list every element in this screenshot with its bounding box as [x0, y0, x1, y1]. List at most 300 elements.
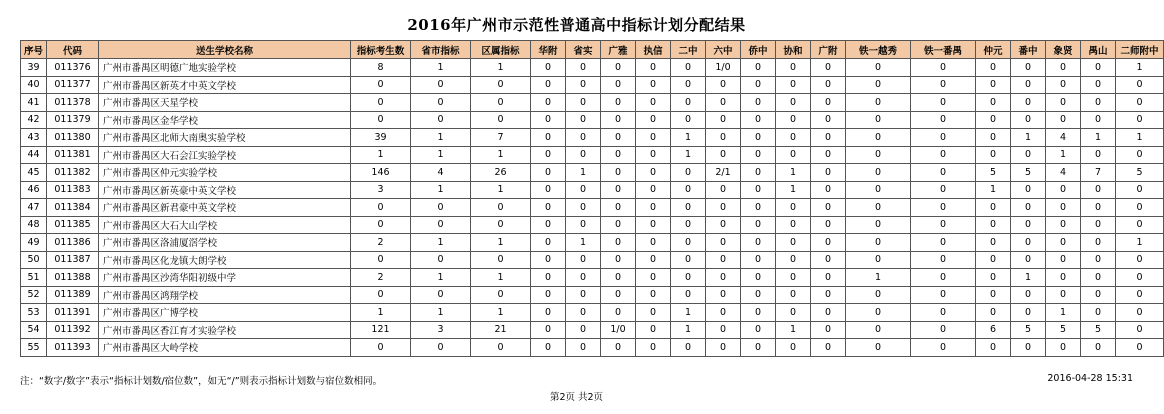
table-cell: 2 [351, 234, 411, 252]
table-cell: 0 [531, 251, 566, 269]
table-cell: 0 [741, 321, 776, 339]
table-cell: 0 [811, 59, 846, 77]
table-cell: 0 [706, 199, 741, 217]
table-cell: 0 [566, 129, 601, 147]
table-row [21, 251, 1164, 269]
table-cell: 46 [21, 181, 47, 199]
table-cell: 0 [811, 111, 846, 129]
table-cell: 2 [351, 269, 411, 287]
table-cell: 1 [776, 164, 811, 182]
table-cell: 0 [566, 251, 601, 269]
table-cell: 011385 [47, 216, 99, 234]
table-cell: 0 [1081, 181, 1116, 199]
table-cell: 0 [1011, 76, 1046, 94]
table-cell: 1 [471, 59, 531, 77]
table-cell: 0 [601, 76, 636, 94]
table-cell: 0 [1081, 216, 1116, 234]
school-name-cell: 广州市番禺区化龙镇大朗学校 [99, 251, 351, 269]
table-cell: 54 [21, 321, 47, 339]
table-cell: 0 [566, 111, 601, 129]
table-cell: 0 [741, 129, 776, 147]
table-cell: 1 [351, 304, 411, 322]
table-cell: 0 [566, 199, 601, 217]
table-cell: 0 [351, 251, 411, 269]
table-cell: 0 [911, 59, 976, 77]
table-cell: 0 [601, 234, 636, 252]
table-cell: 0 [411, 216, 471, 234]
table-cell: 0 [976, 94, 1011, 112]
table-cell: 0 [911, 181, 976, 199]
table-cell: 0 [351, 199, 411, 217]
table-cell: 0 [776, 216, 811, 234]
table-cell: 0 [601, 339, 636, 357]
column-header: 象贤 [1046, 41, 1081, 59]
table-cell: 0 [471, 216, 531, 234]
table-cell: 0 [1011, 251, 1046, 269]
school-name-cell: 广州市番禺区鸿翔学校 [99, 286, 351, 304]
table-cell: 0 [811, 164, 846, 182]
table-cell: 45 [21, 164, 47, 182]
table-cell: 1 [671, 146, 706, 164]
table-row [21, 304, 1164, 322]
table-cell: 0 [846, 251, 911, 269]
table-cell: 0 [776, 304, 811, 322]
column-header: 侨中 [741, 41, 776, 59]
table-cell: 0 [636, 251, 671, 269]
table-row [21, 234, 1164, 252]
table-cell: 1 [1011, 269, 1046, 287]
table-cell: 0 [706, 94, 741, 112]
table-cell: 53 [21, 304, 47, 322]
table-cell: 0 [706, 146, 741, 164]
table-cell: 0 [1046, 251, 1081, 269]
table-cell: 0 [1011, 199, 1046, 217]
table-cell: 0 [566, 269, 601, 287]
table-cell: 0 [411, 76, 471, 94]
table-cell: 0 [811, 216, 846, 234]
table-cell: 0 [741, 251, 776, 269]
table-cell: 8 [351, 59, 411, 77]
table-cell: 1 [1081, 129, 1116, 147]
table-cell: 1 [411, 129, 471, 147]
table-row [21, 339, 1164, 357]
table-cell: 0 [671, 199, 706, 217]
table-cell: 0 [671, 251, 706, 269]
table-cell: 0 [811, 251, 846, 269]
table-cell: 0 [566, 59, 601, 77]
table-cell: 0 [1116, 111, 1164, 129]
column-header: 二中 [671, 41, 706, 59]
table-cell: 0 [811, 304, 846, 322]
column-header: 协和 [776, 41, 811, 59]
table-cell: 011384 [47, 199, 99, 217]
table-cell: 0 [741, 304, 776, 322]
table-cell: 0 [1046, 111, 1081, 129]
table-cell: 0 [531, 129, 566, 147]
table-cell: 011376 [47, 59, 99, 77]
table-cell: 0 [636, 146, 671, 164]
table-cell: 0 [636, 164, 671, 182]
table-cell: 0 [1116, 251, 1164, 269]
table-cell: 5 [1046, 321, 1081, 339]
table-cell: 44 [21, 146, 47, 164]
table-cell: 0 [811, 199, 846, 217]
table-cell: 0 [1011, 339, 1046, 357]
table-cell: 55 [21, 339, 47, 357]
table-cell: 0 [471, 111, 531, 129]
table-row [21, 76, 1164, 94]
table-cell: 0 [911, 321, 976, 339]
table-cell: 0 [976, 59, 1011, 77]
table-cell: 0 [706, 129, 741, 147]
column-header: 代码 [47, 41, 99, 59]
table-cell: 0 [566, 76, 601, 94]
table-cell: 0 [706, 234, 741, 252]
table-cell: 0 [741, 216, 776, 234]
table-cell: 0 [671, 59, 706, 77]
header-row [21, 41, 1164, 59]
table-cell: 0 [976, 251, 1011, 269]
table-cell: 0 [636, 111, 671, 129]
table-cell: 0 [846, 94, 911, 112]
table-cell: 51 [21, 269, 47, 287]
table-cell: 0 [1116, 339, 1164, 357]
table-cell: 0 [601, 164, 636, 182]
table-cell: 0 [1116, 146, 1164, 164]
table-cell: 21 [471, 321, 531, 339]
school-name-cell: 广州市番禺区沙湾华阳初级中学 [99, 269, 351, 287]
table-cell: 0 [531, 164, 566, 182]
table-cell: 0 [1046, 234, 1081, 252]
school-name-cell: 广州市番禺区明德广地实验学校 [99, 59, 351, 77]
table-cell: 0 [1046, 216, 1081, 234]
table-cell: 0 [776, 199, 811, 217]
table-cell: 0 [706, 76, 741, 94]
table-cell: 0 [471, 94, 531, 112]
table-cell: 0 [531, 199, 566, 217]
school-name-cell: 广州市番禺区大岭学校 [99, 339, 351, 357]
table-cell: 0 [1046, 94, 1081, 112]
table-cell: 1 [976, 181, 1011, 199]
table-cell: 0 [741, 269, 776, 287]
table-cell: 1 [671, 129, 706, 147]
table-cell: 0 [566, 304, 601, 322]
table-cell: 39 [351, 129, 411, 147]
table-cell: 5 [976, 164, 1011, 182]
column-header: 序号 [21, 41, 47, 59]
table-cell: 0 [741, 146, 776, 164]
table-cell: 0 [846, 234, 911, 252]
table-cell: 0 [531, 304, 566, 322]
table-cell: 0 [911, 76, 976, 94]
school-name-cell: 广州市番禺区香江育才实验学校 [99, 321, 351, 339]
table-cell: 121 [351, 321, 411, 339]
table-cell: 0 [411, 111, 471, 129]
table-cell: 0 [531, 286, 566, 304]
table-cell: 0 [1081, 339, 1116, 357]
table-cell: 0 [351, 94, 411, 112]
table-cell: 0 [811, 146, 846, 164]
table-cell: 0 [776, 269, 811, 287]
table-cell: 47 [21, 199, 47, 217]
table-cell: 0 [671, 216, 706, 234]
table-cell: 0 [1046, 181, 1081, 199]
table-row [21, 199, 1164, 217]
column-header: 广雅 [601, 41, 636, 59]
table-cell: 0 [636, 234, 671, 252]
table-cell: 011389 [47, 286, 99, 304]
table-cell: 0 [911, 129, 976, 147]
table-cell: 0 [1081, 146, 1116, 164]
table-cell: 0 [811, 129, 846, 147]
table-cell: 0 [811, 234, 846, 252]
table-row [21, 94, 1164, 112]
table-cell: 0 [1011, 181, 1046, 199]
table-cell: 0 [531, 59, 566, 77]
table-cell: 1/0 [601, 321, 636, 339]
page-indicator: 第2页 共2页 [549, 392, 604, 403]
table-cell: 3 [411, 321, 471, 339]
table-cell: 011391 [47, 304, 99, 322]
table-cell: 43 [21, 129, 47, 147]
table-cell: 0 [531, 111, 566, 129]
table-cell: 49 [21, 234, 47, 252]
table-cell: 1 [471, 181, 531, 199]
footnote: 注：“数字/数字”表示“指标计划数/宿位数”，如无“/”则表示指标计划数与宿位数相同。 [20, 376, 383, 387]
table-cell: 0 [706, 251, 741, 269]
table-cell: 0 [706, 269, 741, 287]
table-cell: 1 [411, 269, 471, 287]
table-cell: 0 [911, 234, 976, 252]
table-cell: 0 [1081, 94, 1116, 112]
table-cell: 0 [636, 286, 671, 304]
table-cell: 0 [976, 286, 1011, 304]
table-cell: 0 [636, 59, 671, 77]
table-cell: 1 [1116, 59, 1164, 77]
table-row [21, 129, 1164, 147]
table-cell: 0 [1011, 94, 1046, 112]
table-cell: 0 [911, 164, 976, 182]
table-cell: 0 [471, 251, 531, 269]
table-cell: 0 [601, 286, 636, 304]
table-cell: 1 [1116, 129, 1164, 147]
table-row [21, 181, 1164, 199]
column-header: 铁一番禺 [911, 41, 976, 59]
table-cell: 011377 [47, 76, 99, 94]
table-cell: 0 [741, 199, 776, 217]
report-title: 2016年广州市示范性普通高中指标计划分配结果 [407, 16, 746, 34]
table-cell: 1 [411, 304, 471, 322]
table-cell: 0 [1081, 286, 1116, 304]
table-cell: 0 [566, 339, 601, 357]
table-cell: 1 [846, 269, 911, 287]
table-cell: 0 [1116, 76, 1164, 94]
table-cell: 0 [1116, 286, 1164, 304]
table-cell: 0 [411, 251, 471, 269]
table-cell: 0 [911, 251, 976, 269]
table-cell: 0 [601, 59, 636, 77]
table-cell: 0 [671, 94, 706, 112]
table-cell: 1 [471, 146, 531, 164]
column-header: 禺山 [1081, 41, 1116, 59]
table-cell: 4 [1046, 129, 1081, 147]
table-cell: 0 [741, 339, 776, 357]
column-header: 送生学校名称 [99, 41, 351, 59]
table-cell: 0 [976, 76, 1011, 94]
table-cell: 1 [411, 59, 471, 77]
table-cell: 41 [21, 94, 47, 112]
table-cell: 0 [846, 164, 911, 182]
table-cell: 0 [601, 304, 636, 322]
table-cell: 0 [811, 339, 846, 357]
table-cell: 0 [846, 76, 911, 94]
table-cell: 0 [911, 216, 976, 234]
table-cell: 0 [601, 94, 636, 112]
table-cell: 0 [776, 59, 811, 77]
table-cell: 0 [776, 286, 811, 304]
school-name-cell: 广州市番禺区新英豪中英文学校 [99, 181, 351, 199]
table-cell: 0 [671, 269, 706, 287]
table-cell: 011388 [47, 269, 99, 287]
table-cell: 0 [741, 76, 776, 94]
table-cell: 0 [1011, 234, 1046, 252]
table-cell: 0 [636, 199, 671, 217]
table-cell: 1 [411, 146, 471, 164]
table-cell: 011383 [47, 181, 99, 199]
table-cell: 0 [976, 234, 1011, 252]
table-cell: 0 [706, 339, 741, 357]
table-cell: 0 [911, 199, 976, 217]
table-cell: 26 [471, 164, 531, 182]
table-cell: 0 [911, 286, 976, 304]
table-cell: 0 [1046, 76, 1081, 94]
table-cell: 42 [21, 111, 47, 129]
table-cell: 0 [471, 199, 531, 217]
table-cell: 0 [411, 339, 471, 357]
table-cell: 0 [671, 339, 706, 357]
table-cell: 0 [671, 76, 706, 94]
table-cell: 011378 [47, 94, 99, 112]
table-cell: 0 [846, 286, 911, 304]
table-cell: 0 [636, 269, 671, 287]
table-cell: 011392 [47, 321, 99, 339]
table-cell: 1 [1046, 304, 1081, 322]
table-cell: 0 [846, 181, 911, 199]
table-cell: 0 [776, 94, 811, 112]
table-cell: 0 [1011, 146, 1046, 164]
table-cell: 0 [531, 269, 566, 287]
table-cell: 011380 [47, 129, 99, 147]
table-cell: 0 [531, 234, 566, 252]
table-cell: 0 [911, 269, 976, 287]
table-row [21, 321, 1164, 339]
table-cell: 0 [706, 304, 741, 322]
table-cell: 0 [811, 321, 846, 339]
table-cell: 0 [776, 251, 811, 269]
table-cell: 0 [351, 216, 411, 234]
table-cell: 0 [1116, 181, 1164, 199]
table-cell: 1 [671, 321, 706, 339]
table-cell: 0 [976, 339, 1011, 357]
table-cell: 0 [741, 164, 776, 182]
school-name-cell: 广州市番禺区新君豪中英文学校 [99, 199, 351, 217]
school-name-cell: 广州市番禺区新英才中英文学校 [99, 76, 351, 94]
table-cell: 0 [351, 339, 411, 357]
table-cell: 0 [811, 286, 846, 304]
table-cell: 1 [411, 181, 471, 199]
column-header: 番中 [1011, 41, 1046, 59]
allocation-table [20, 40, 1164, 357]
table-cell: 0 [976, 146, 1011, 164]
table-cell: 0 [1046, 199, 1081, 217]
column-header: 区属指标 [471, 41, 531, 59]
table-cell: 0 [811, 94, 846, 112]
table-cell: 0 [741, 234, 776, 252]
table-cell: 0 [1116, 216, 1164, 234]
table-cell: 39 [21, 59, 47, 77]
table-cell: 0 [636, 181, 671, 199]
table-cell: 1 [471, 304, 531, 322]
table-cell: 0 [811, 181, 846, 199]
table-cell: 0 [846, 199, 911, 217]
table-cell: 0 [846, 216, 911, 234]
table-row [21, 216, 1164, 234]
table-cell: 0 [976, 269, 1011, 287]
table-row [21, 59, 1164, 77]
table-cell: 0 [846, 129, 911, 147]
school-name-cell: 广州市番禺区仲元实验学校 [99, 164, 351, 182]
table-cell: 0 [566, 286, 601, 304]
table-cell: 4 [411, 164, 471, 182]
school-name-cell: 广州市番禺区洛浦厦滘学校 [99, 234, 351, 252]
table-cell: 0 [1081, 251, 1116, 269]
table-cell: 0 [706, 286, 741, 304]
column-header: 执信 [636, 41, 671, 59]
table-cell: 1 [471, 269, 531, 287]
table-cell: 0 [601, 216, 636, 234]
table-cell: 0 [531, 339, 566, 357]
table-cell: 0 [566, 181, 601, 199]
table-body [21, 59, 1164, 357]
table-cell: 0 [1081, 111, 1116, 129]
table-cell: 0 [1011, 59, 1046, 77]
column-header: 省市指标 [411, 41, 471, 59]
table-cell: 5 [1116, 164, 1164, 182]
table-cell: 0 [741, 181, 776, 199]
table-cell: 0 [531, 321, 566, 339]
table-cell: 146 [351, 164, 411, 182]
table-cell: 0 [566, 146, 601, 164]
school-name-cell: 广州市番禺区金华学校 [99, 111, 351, 129]
table-cell: 0 [471, 339, 531, 357]
table-cell: 50 [21, 251, 47, 269]
table-cell: 0 [601, 111, 636, 129]
table-cell: 0 [1046, 286, 1081, 304]
table-cell: 1/0 [706, 59, 741, 77]
table-cell: 3 [351, 181, 411, 199]
table-cell: 0 [531, 76, 566, 94]
table-cell: 0 [976, 216, 1011, 234]
table-cell: 0 [1081, 269, 1116, 287]
table-cell: 0 [776, 234, 811, 252]
table-cell: 0 [601, 181, 636, 199]
table-cell: 0 [706, 216, 741, 234]
column-header: 六中 [706, 41, 741, 59]
table-cell: 0 [411, 94, 471, 112]
table-cell: 0 [1116, 94, 1164, 112]
table-cell: 5 [1011, 164, 1046, 182]
table-cell: 0 [911, 339, 976, 357]
